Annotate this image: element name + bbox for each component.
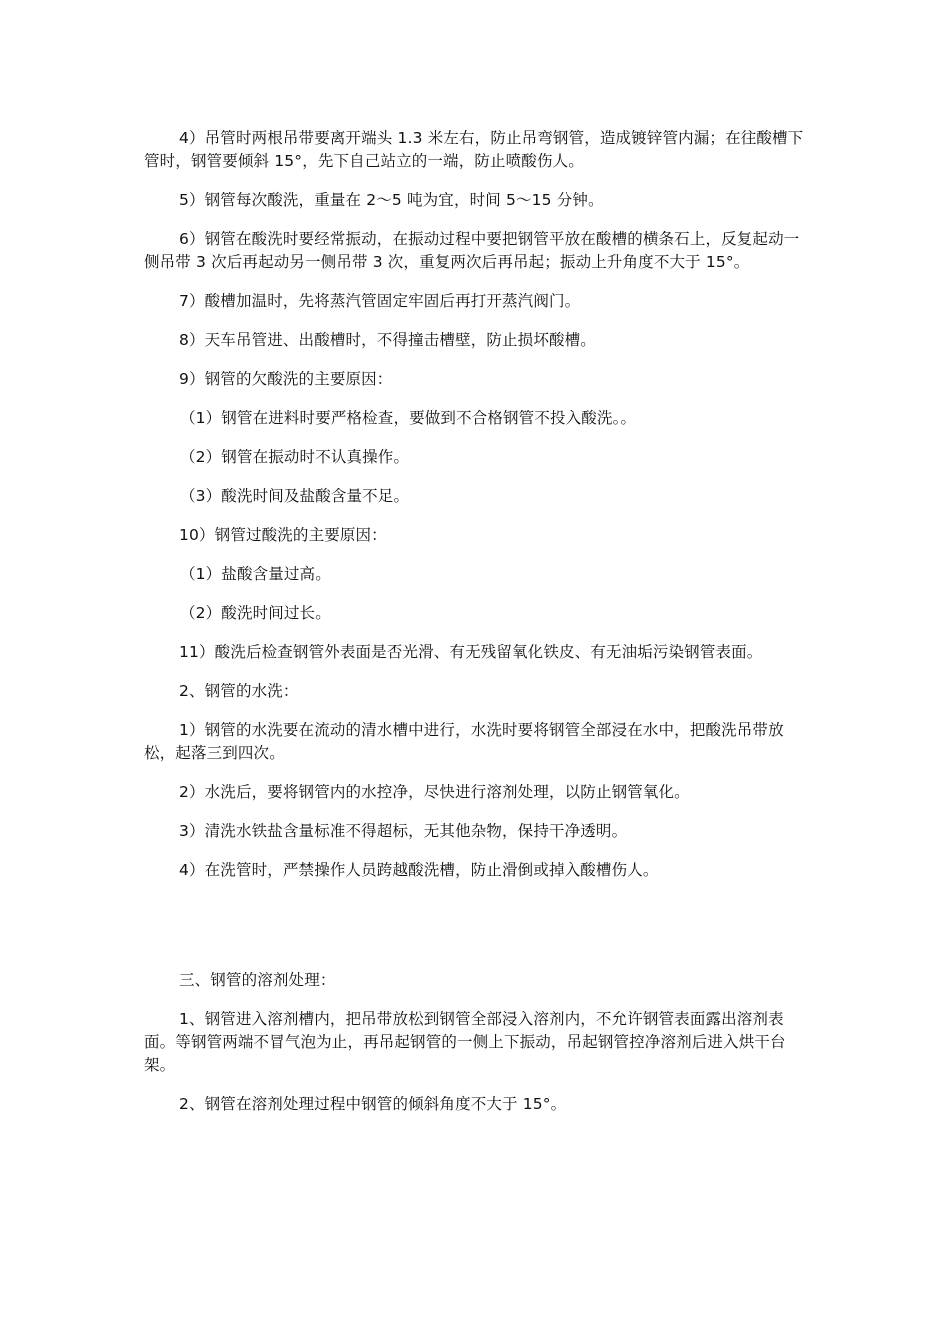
paragraph-item-4-lifting: 4）吊管时两根吊带要离开端头 1.3 米左右，防止吊弯钢管，造成镀锌管内漏；在往酸槽下管时，钢管要倾斜 15°，先下自己站立的一端，防止喷酸伤人。 bbox=[144, 129, 804, 170]
section-heading-water-wash: 2、钢管的水洗： bbox=[179, 682, 299, 700]
paragraph-item-11-inspection: 11）酸洗后检查钢管外表面是否光滑、有无残留氧化铁皮、有无油垢污染钢管表面。 bbox=[179, 643, 763, 661]
paragraph-sub-item-3: （3）酸洗时间及盐酸含量不足。 bbox=[180, 487, 410, 505]
paragraph-flux-item-1: 1、钢管进入溶剂槽内，把吊带放松到钢管全部浸入溶剂内，不允许钢管表面露出溶剂表面。等钢管两端不冒气泡为止，再吊起钢管的一侧上下振动，吊起钢管控净溶剂后进入烘干台架。 bbox=[144, 1010, 786, 1074]
paragraph-wash-item-3: 3）清洗水铁盐含量标准不得超标，无其他杂物，保持干净透明。 bbox=[179, 822, 628, 840]
section-spacer bbox=[144, 898, 806, 969]
paragraph-item-7-heating: 7）酸槽加温时，先将蒸汽管固定牢固后再打开蒸汽阀门。 bbox=[179, 292, 581, 310]
paragraph-sub-item-1b: （1）盐酸含量过高。 bbox=[180, 565, 331, 583]
section-heading-flux-treatment: 三、钢管的溶剂处理： bbox=[179, 971, 336, 989]
paragraph-wash-item-2: 2）水洗后，要将钢管内的水控净，尽快进行溶剂处理，以防止钢管氧化。 bbox=[179, 783, 690, 801]
paragraph-item-6-vibration: 6）钢管在酸洗时要经常振动，在振动过程中要把钢管平放在酸槽的横条石上，反复起动一侧吊带 3 次后再起动另一侧吊带 3 次，重复两次后再吊起；振动上升角度不大于 15°。 bbox=[144, 230, 800, 271]
paragraph-sub-item-2b: （2）酸洗时间过长。 bbox=[180, 604, 331, 622]
paragraph-item-10-over-pickling: 10）钢管过酸洗的主要原因： bbox=[179, 526, 387, 544]
paragraph-flux-item-2: 2、钢管在溶剂处理过程中钢管的倾斜角度不大于 15°。 bbox=[179, 1095, 567, 1113]
paragraph-sub-item-2: （2）钢管在振动时不认真操作。 bbox=[180, 448, 410, 466]
paragraph-item-9-under-pickling: 9）钢管的欠酸洗的主要原因： bbox=[179, 370, 393, 388]
paragraph-sub-item-1: （1）钢管在进料时要严格检查，要做到不合格钢管不投入酸洗。。 bbox=[180, 409, 637, 427]
paragraph-item-8-crane: 8）天车吊管进、出酸槽时，不得撞击槽壁，防止损坏酸槽。 bbox=[179, 331, 596, 349]
paragraph-wash-item-1: 1）钢管的水洗要在流动的清水槽中进行，水洗时要将钢管全部浸在水中，把酸洗吊带放松，起落三到四次。 bbox=[144, 721, 784, 762]
paragraph-item-5-weight: 5）钢管每次酸洗，重量在 2～5 吨为宜，时间 5～15 分钟。 bbox=[179, 191, 604, 209]
paragraph-wash-item-4: 4）在洗管时，严禁操作人员跨越酸洗槽，防止滑倒或掉入酸槽伤人。 bbox=[179, 861, 659, 879]
document-body bbox=[144, 127, 806, 1132]
